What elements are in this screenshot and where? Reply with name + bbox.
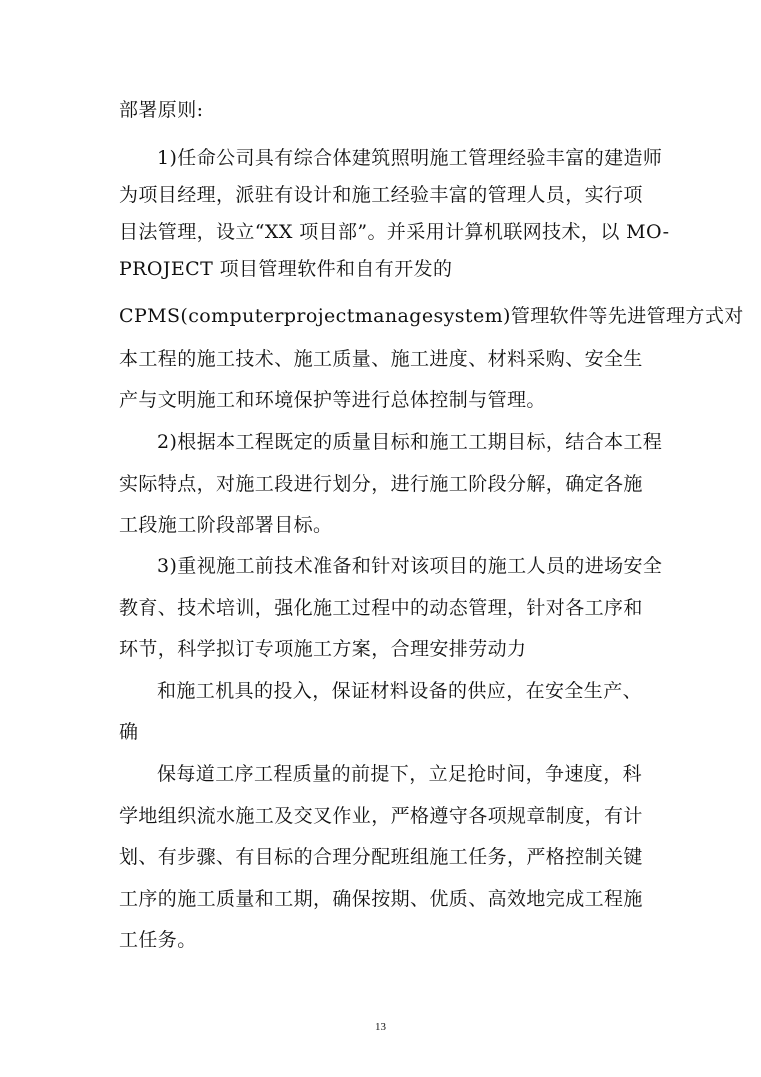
paragraph-line: 2)根据本工程既定的质量目标和施工工期目标，结合本工程: [157, 431, 663, 453]
paragraph-line: 教育、技术培训，强化施工过程中的动态管理，针对各工序和: [119, 597, 643, 619]
paragraph-line: 保每道工序工程质量的前提下，立足抢时间，争速度，科: [157, 763, 643, 785]
paragraph-line: 确: [119, 721, 139, 743]
paragraph-line: CPMS(computerprojectmanagesystem)管理软件等先进管理方式对: [119, 305, 744, 327]
paragraph-line: 3)重视施工前技术准备和针对该项目的施工人员的进场安全: [157, 555, 663, 577]
paragraph-line: 产与文明施工和环境保护等进行总体控制与管理。: [119, 389, 546, 411]
paragraph-line: PROJECT 项目管理软件和自有开发的: [119, 258, 453, 280]
paragraph-line: 和施工机具的投入，保证材料设备的供应，在安全生产、: [157, 680, 643, 702]
paragraph-line: 实际特点，对施工段进行划分，进行施工阶段分解，确定各施: [119, 473, 643, 495]
paragraph-line: 工序的施工质量和工期，确保按期、优质、高效地完成工程施: [119, 888, 643, 910]
paragraph-line: 环节，科学拟订专项施工方案，合理安排劳动力: [119, 638, 527, 660]
paragraph-line: 学地组织流水施工及交叉作业，严格遵守各项规章制度，有计: [119, 805, 643, 827]
paragraph-line: 工段施工阶段部署目标。: [119, 514, 333, 536]
paragraph-line: 目法管理，设立“XX 项目部”。并采用计算机联网技术，以 MO-: [119, 221, 670, 243]
section-heading: 部署原则:: [119, 99, 204, 121]
page-number: 13: [375, 1021, 386, 1033]
paragraph-line: 工任务。: [119, 929, 197, 951]
paragraph-line: 划、有步骤、有目标的合理分配班组施工任务，严格控制关键: [119, 846, 643, 868]
paragraph-line: 1)任命公司具有综合体建筑照明施工管理经验丰富的建造师: [157, 147, 663, 169]
paragraph-line: 为项目经理，派驻有设计和施工经验丰富的管理人员，实行项: [119, 184, 643, 206]
paragraph-line: 本工程的施工技术、施工质量、施工进度、材料采购、安全生: [119, 348, 643, 370]
